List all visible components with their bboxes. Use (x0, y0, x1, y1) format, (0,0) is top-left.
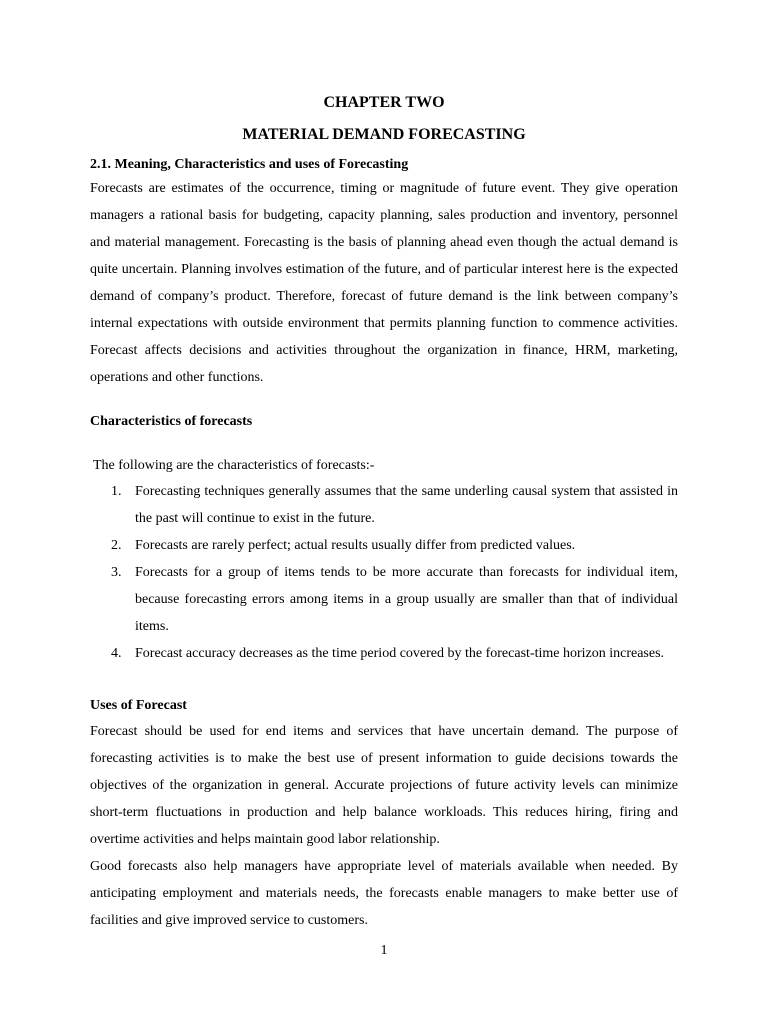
list-item (90, 640, 678, 667)
list-item-number: 2. (111, 538, 122, 553)
list-item (90, 559, 678, 640)
paragraph-meaning: Forecasts are estimates of the occurrence, timing or magnitude of future event. They give operation managers a rational basis for budgeting, capacity planning, sales production and inventory, personnel and material management. Forecasting is the basis of planning ahead even though the actual demand is quite uncertain. Planning involves estimation of the future, and of particular interest here is the expected demand of company’s product. Therefore, forecast of future demand is the link between company’s internal expectations with outside environment that permits planning function to commence activities. Forecast affects decisions and activities throughout the organization in finance, HRM, marketing, operations and other functions. (90, 181, 678, 385)
chapter-title: CHAPTER TWO (323, 94, 445, 111)
list-item-number: 3. (111, 565, 122, 580)
list-item-number: 4. (111, 646, 122, 661)
chapter-subtitle: MATERIAL DEMAND FORECASTING (242, 126, 526, 143)
page-number: 1 (380, 943, 388, 958)
characteristics-intro: The following are the characteristics of forecasts:- (93, 458, 375, 473)
list-item-number: 1. (111, 484, 122, 499)
section-heading-uses: Uses of Forecast (90, 698, 187, 713)
list-item (90, 478, 678, 532)
section-heading-meaning: 2.1. Meaning, Characteristics and uses of Forecasting (90, 157, 409, 172)
list-item-text: Forecast accuracy decreases as the time period covered by the forecast-time horizon increases. (135, 646, 665, 661)
paragraph-uses-2: Good forecasts also help managers have appropriate level of materials available when needed. By anticipating employment and materials needs, the forecasts enable managers to make better use of facilities and give improved service to customers. (90, 859, 678, 928)
paragraph-uses-1: Forecast should be used for end items and services that have uncertain demand. The purpose of forecasting activities is to make the best use of present information to guide decisions towards the objectives of the organization in general. Accurate projections of future activity levels can minimize short-term fluctuations in production and help balance workloads. This reduces hiring, firing and overtime activities and helps maintain good labor relationship. (90, 724, 678, 847)
list-item (90, 532, 678, 559)
characteristics-list (90, 478, 678, 667)
list-item-text: Forecasts are rarely perfect; actual results usually differ from predicted values. (135, 538, 576, 553)
list-item-text: Forecasting techniques generally assumes that the same underling causal system that assisted in the past will continue to exist in the future. (135, 484, 678, 526)
section-heading-characteristics: Characteristics of forecasts (90, 414, 253, 429)
list-item-text: Forecasts for a group of items tends to be more accurate than forecasts for individual item, because forecasting errors among items in a group usually are smaller than that of individual items. (135, 565, 678, 634)
